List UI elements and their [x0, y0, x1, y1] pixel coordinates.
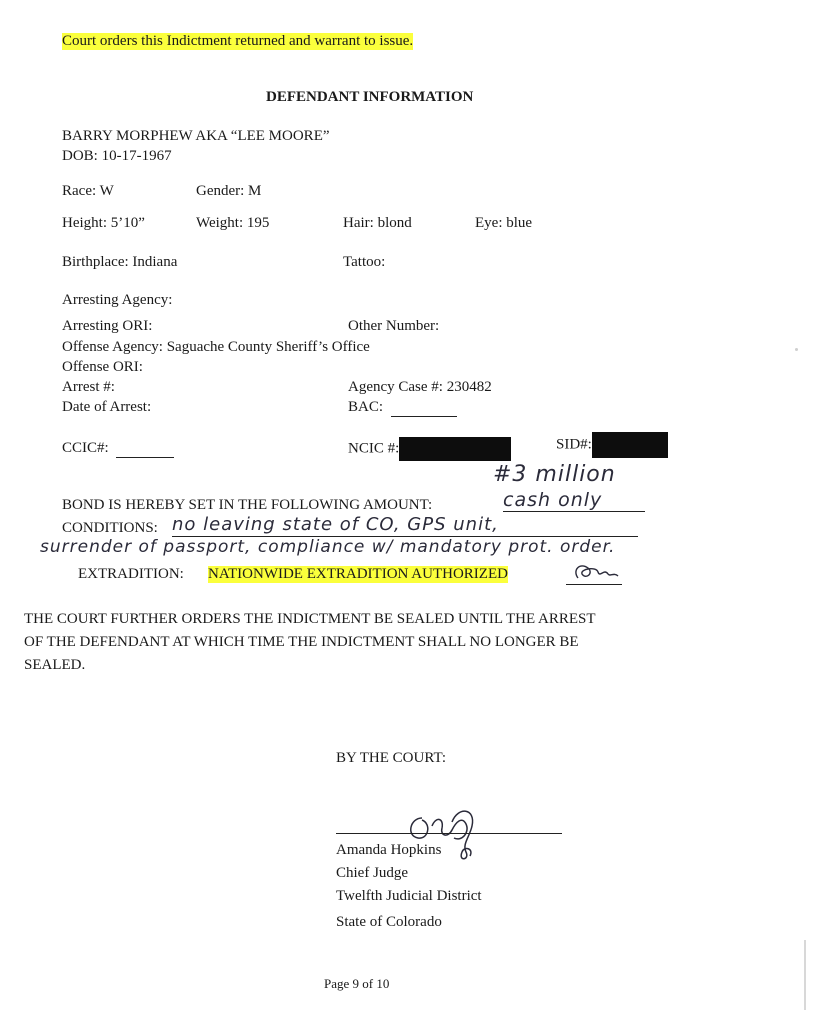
judicial-district: Twelfth Judicial District — [336, 888, 482, 904]
signature-line — [336, 833, 562, 834]
scan-dust-mark — [795, 348, 798, 351]
defendant-gender: Gender: M — [196, 183, 262, 199]
sealing-order-line-2: OF THE DEFENDANT AT WHICH TIME THE INDICTMENT SHALL NO LONGER BE — [24, 634, 579, 650]
initials-scribble-icon — [566, 560, 622, 584]
defendant-race: Race: W — [62, 183, 114, 199]
conditions-line-2: surrender of passport, compliance w/ mandatory prot. order. — [40, 537, 616, 557]
defendant-weight: Weight: 195 — [196, 215, 270, 231]
bond-amount-handwritten: #3 million — [493, 462, 616, 487]
page-number: Page 9 of 10 — [324, 976, 390, 991]
header-order: Court orders this Indictment returned and warrant to issue. — [62, 33, 414, 49]
ncic-field — [348, 437, 511, 461]
bond-type-handwritten: cash only — [503, 489, 645, 512]
defendant-tattoo: Tattoo: — [343, 254, 386, 270]
defendant-name: BARRY MORPHEW AKA “LEE MOORE” — [62, 128, 330, 144]
bac-label: BAC: — [348, 399, 384, 415]
sid-label: SID#: — [556, 436, 592, 453]
ccic-blank-line — [116, 440, 174, 458]
bac-blank-line — [391, 399, 457, 417]
sealing-order-line-1: THE COURT FURTHER ORDERS THE INDICTMENT BE SEALED UNTIL THE ARREST — [24, 611, 596, 627]
extradition-label: EXTRADITION: — [78, 566, 184, 582]
arrest-number: Arrest #: — [62, 379, 115, 395]
by-the-court: BY THE COURT: — [336, 750, 447, 766]
arresting-agency: Arresting Agency: — [62, 292, 173, 308]
conditions-label: CONDITIONS: — [62, 520, 158, 536]
ccic-label: CCIC#: — [62, 440, 109, 456]
defendant-dob: DOB: 10-17-1967 — [62, 148, 172, 164]
state: State of Colorado — [336, 914, 442, 930]
sid-redaction — [592, 432, 668, 458]
sid-field — [556, 432, 668, 458]
agency-case-number: Agency Case #: 230482 — [348, 379, 492, 395]
offense-agency: Offense Agency: Saguache County Sheriff’s Office — [62, 339, 370, 355]
bond-label: BOND IS HEREBY SET IN THE FOLLOWING AMOUNT: — [62, 497, 433, 513]
judge-title: Chief Judge — [336, 865, 409, 881]
ncic-label: NCIC #: — [348, 440, 400, 457]
defendant-hair: Hair: blond — [343, 215, 412, 231]
other-number: Other Number: — [348, 318, 440, 334]
section-title: DEFENDANT INFORMATION — [266, 89, 474, 105]
judge-name: Amanda Hopkins — [336, 842, 442, 858]
defendant-height: Height: 5’10” — [62, 215, 145, 231]
defendant-eye: Eye: blue — [475, 215, 533, 231]
defendant-birthplace: Birthplace: Indiana — [62, 254, 178, 270]
offense-ori: Offense ORI: — [62, 359, 143, 375]
bac-field — [348, 399, 457, 417]
conditions-line-1: no leaving state of CO, GPS unit, — [172, 514, 638, 537]
extradition-initials — [566, 560, 622, 585]
date-of-arrest: Date of Arrest: — [62, 399, 152, 415]
extradition-value: NATIONWIDE EXTRADITION AUTHORIZED — [208, 566, 508, 582]
ccic-field — [62, 440, 174, 458]
sealing-order-line-3: SEALED. — [24, 657, 86, 673]
arresting-ori: Arresting ORI: — [62, 318, 153, 334]
ncic-redaction — [399, 437, 511, 461]
scan-edge-mark — [804, 940, 806, 1010]
